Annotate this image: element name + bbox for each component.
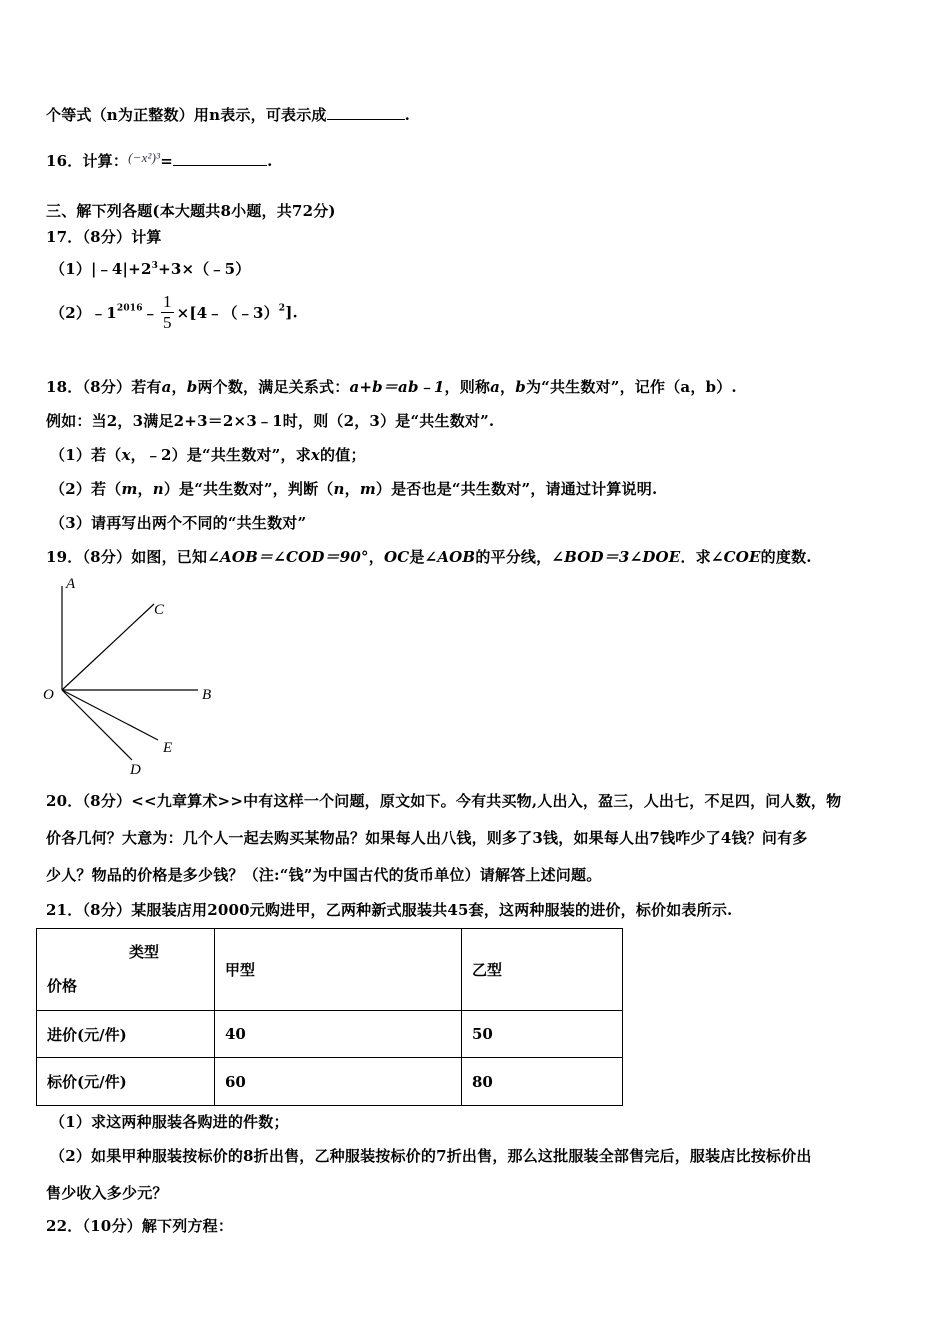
ray-OD <box>62 690 132 760</box>
q21-part2-line2: 售少收入多少元？ <box>46 1184 168 1202</box>
table-corner-cell: 类型 价格 <box>37 929 215 1011</box>
label-A: A <box>66 576 76 592</box>
q18-line2: 例如：当2，3满足2+3＝2×3﹣1时，则（2，3）是“共生数对”. <box>46 412 495 430</box>
table-cell: 40 <box>215 1011 462 1058</box>
answer-blank <box>327 105 405 120</box>
q18-line4: （2）若（m，n）是“共生数对”，判断（n，m）是否也是“共生数对”，请通过计算说明. <box>50 480 658 498</box>
table-row <box>37 1011 623 1058</box>
q20-line1: 20．（8分）<<九章算术>>中有这样一个问题，原文如下。今有共买物,人出入，盈三，人出七，不足四，问人数，物 <box>46 792 842 810</box>
table-row <box>37 1058 623 1106</box>
table-header-cell: 乙型 <box>462 929 623 1011</box>
table-row-label: 进价(元/件) <box>37 1011 215 1058</box>
q21-part2-line1: （2）如果甲种服装按标价的8折出售，乙种服装按标价的7折出售，那么这批服装全部售完后，服装店比按标价出 <box>50 1147 812 1165</box>
section-heading: 三、解下列各题(本大题共8小题，共72分) <box>46 202 336 220</box>
angle-diagram <box>36 572 236 782</box>
table-header-row <box>37 929 623 1011</box>
q18-line3: （1）若（x，﹣2）是“共生数对”，求x的值； <box>50 446 366 464</box>
q17-part2: $(2)﹣1^{2016}﹣$ $\frac{1}{5}$ ×[4﹣（﹣3）$^2$]. <box>50 292 298 332</box>
fraction: $\frac{1}{5}$ <box>162 292 172 332</box>
label-B: B <box>202 687 212 703</box>
table-cell: 60 <box>215 1058 462 1106</box>
ray-OE <box>62 690 158 740</box>
label-E: E <box>163 740 173 756</box>
q15-continuation: 个等式（n为正整数）用n表示，可表示成 . <box>46 106 411 124</box>
q16-expression: (−x²)³ <box>128 150 161 165</box>
label-O: O <box>43 687 54 703</box>
q17-title: 17．（8分）计算 <box>46 228 162 246</box>
q16: 16．计算：(−x²)³= . <box>46 150 273 170</box>
q21-part1: （1）求这两种服装各购进的件数； <box>50 1113 289 1131</box>
label-D: D <box>130 762 141 778</box>
q20-line3: 少人？物品的价格是多少钱？（注:“钱”为中国古代的货币单位）请解答上述问题。 <box>46 866 602 884</box>
table-cell: 50 <box>462 1011 623 1058</box>
price-table <box>36 928 623 1106</box>
q19-line1: 19．（8分）如图，已知∠AOB＝∠COD＝90°，OC是∠AOB的平分线，∠BOD＝3∠DOE．求∠COE的度数. <box>46 548 812 566</box>
q18-line5: （3）请再写出两个不同的“共生数对” <box>50 514 307 532</box>
table-row-label: 标价(元/件) <box>37 1058 215 1106</box>
label-C: C <box>154 602 165 618</box>
table-cell: 80 <box>462 1058 623 1106</box>
q22-title: 22．（10分）解下列方程： <box>46 1217 234 1235</box>
answer-blank <box>173 151 267 166</box>
q21-line1: 21．（8分）某服装店用2000元购进甲，乙两种新式服装共45套，这两种服装的进价，标价如表所示. <box>46 901 733 919</box>
table-header-cell: 甲型 <box>215 929 462 1011</box>
ray-OC <box>62 604 154 690</box>
q20-line2: 价各几何？大意为：几个人一起去购买某物品？如果每人出八钱，则多了3钱，如果每人出7钱咋少了4钱？问有多 <box>46 829 808 847</box>
q17-part1: $(1)|﹣4|+2^3+3\times(﹣5)$ <box>50 260 251 278</box>
q18-line1: 18．（8分）若有a，b两个数，满足关系式：a+b＝ab﹣1，则称a，b为“共生数对”，记作（a，b）. <box>46 378 737 396</box>
